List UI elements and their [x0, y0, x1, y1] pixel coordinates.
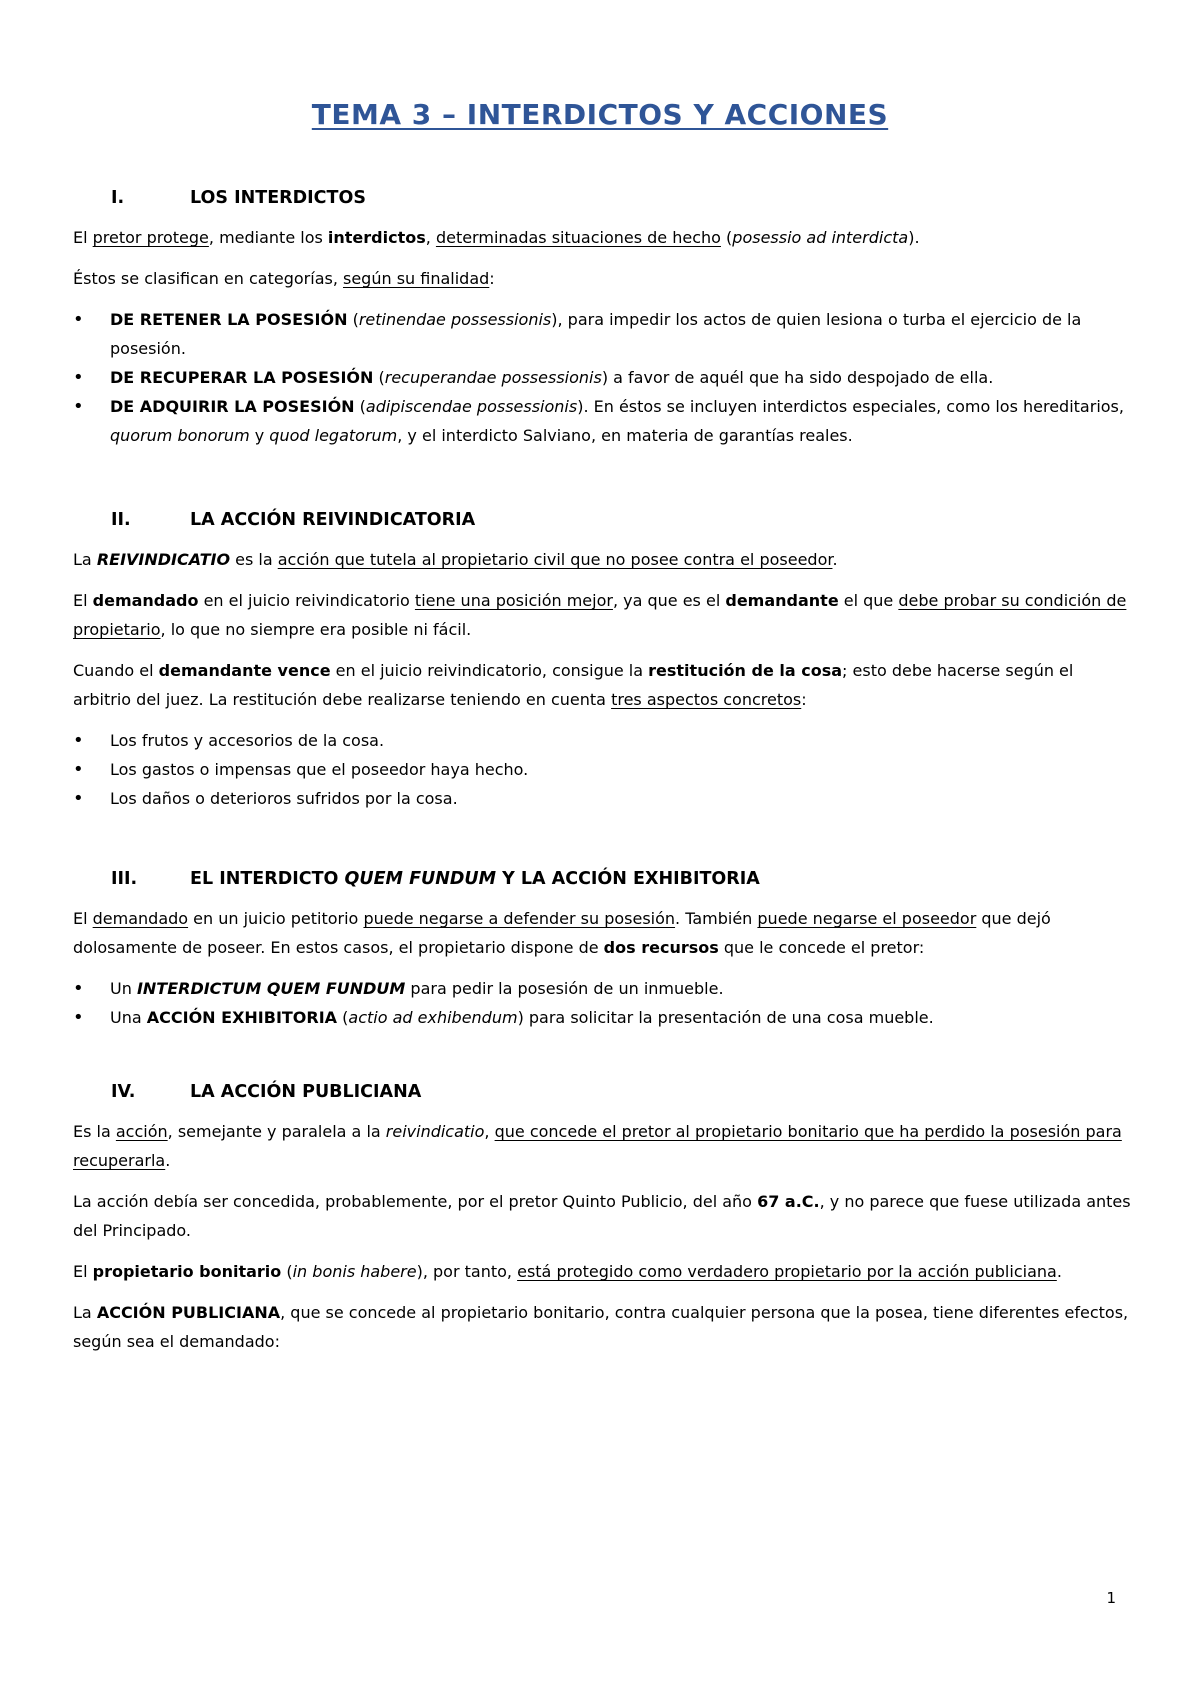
- section-title: LA ACCIÓN PUBLICIANA: [190, 1082, 422, 1102]
- list-item: • Los frutos y accesorios de la cosa.: [73, 726, 1133, 755]
- bold-text: ACCIÓN EXHIBITORIA: [146, 1008, 338, 1027]
- text: . También: [675, 909, 758, 928]
- underlined-text: pretor protege: [92, 228, 209, 247]
- italic-text: adipiscendae possessionis: [365, 397, 578, 416]
- paragraph: [73, 223, 1133, 252]
- underlined-text: debe probar su condición de propietario: [73, 591, 1127, 639]
- bold-text: DE ADQUIRIR LA POSESIÓN: [110, 397, 355, 416]
- underlined-text: tiene una posición mejor: [414, 591, 613, 610]
- underlined-text: acción que tutela al propietario civil que no posee contra el poseedor: [277, 550, 833, 569]
- text: que dejó dolosamente de poseer. En estos casos, el propietario dispone de: [73, 909, 1051, 957]
- text: El: [73, 591, 93, 610]
- text: .: [1056, 1262, 1062, 1281]
- text: en un juicio petitorio: [188, 909, 364, 928]
- text: el que: [838, 591, 899, 610]
- text: La acción debía ser concedida, probablemente, por el pretor Quinto Publicio, del año: [73, 1192, 758, 1211]
- text: para pedir la posesión de un inmueble.: [405, 979, 724, 998]
- text: ). En éstos se incluyen interdictos especiales, como los hereditarios,: [577, 397, 1124, 416]
- text: Es la: [73, 1122, 116, 1141]
- paragraph: [73, 656, 1133, 714]
- text: El: [73, 228, 93, 247]
- list-item: • Los gastos o impensas que el poseedor haya hecho.: [73, 755, 1133, 784]
- bold-italic-text: REIVINDICATIO: [96, 550, 231, 569]
- paragraph: [73, 1257, 1133, 1286]
- text: El: [73, 1262, 93, 1281]
- text: ), para impedir los actos de quien lesiona o turba el ejercicio de la posesión.: [110, 310, 1082, 358]
- section-title: [190, 865, 760, 894]
- italic-text: recuperandae possessionis: [384, 368, 602, 387]
- text: , semejante y paralela a la: [167, 1122, 386, 1141]
- paragraph: [73, 586, 1133, 644]
- section-title: LOS INTERDICTOS: [190, 188, 366, 208]
- list-item: [73, 305, 1133, 363]
- bold-text: restitución de la cosa: [648, 661, 843, 680]
- underlined-text: determinadas situaciones de hecho: [435, 228, 721, 247]
- underlined-text: tres aspectos concretos: [611, 690, 802, 709]
- text: ).: [908, 228, 920, 247]
- text: es la: [230, 550, 278, 569]
- bold-text: dos recursos: [603, 938, 719, 957]
- text: (: [337, 1008, 349, 1027]
- text: :: [801, 690, 807, 709]
- text: (: [373, 368, 385, 387]
- paragraph: [73, 545, 1133, 574]
- section-number: I.: [111, 188, 125, 208]
- text: ,: [425, 228, 436, 247]
- text: , ya que es el: [612, 591, 726, 610]
- text: Cuando el: [73, 661, 159, 680]
- underlined-text: según su finalidad: [343, 269, 490, 288]
- text: ,: [484, 1122, 495, 1141]
- section-heading-reivindicatoria: [73, 506, 1133, 535]
- text: , que se concede al propietario bonitario, contra cualquier persona que la posea, tiene diferentes efectos, según sea el demandado:: [73, 1303, 1129, 1351]
- underlined-text: acción: [115, 1122, 168, 1141]
- text: Una: [110, 1008, 147, 1027]
- underlined-text: puede negarse a defender su posesión: [363, 909, 676, 928]
- text: (: [720, 228, 733, 247]
- page-number: 1: [1106, 1589, 1116, 1607]
- text: ) a favor de aquél que ha sido despojado de ella.: [601, 368, 994, 387]
- italic-text: QUEM FUNDUM: [344, 869, 497, 889]
- paragraph: [73, 264, 1133, 293]
- text: .: [165, 1151, 171, 1170]
- list-item: • Los daños o deterioros sufridos por la cosa.: [73, 784, 1133, 813]
- text: , mediante los: [208, 228, 328, 247]
- text: , y el interdicto Salviano, en materia de garantías reales.: [397, 426, 853, 445]
- paragraph: [73, 1117, 1133, 1175]
- underlined-text: que concede el pretor al propietario bonitario que ha perdido la posesión para recuperarla: [73, 1122, 1122, 1170]
- paragraph: [73, 1187, 1133, 1245]
- underlined-text: está protegido como verdadero propietario por la acción publiciana: [517, 1262, 1057, 1281]
- bold-text: demandante: [725, 591, 839, 610]
- italic-text: posessio ad interdicta: [732, 228, 909, 247]
- document-body: [73, 184, 1133, 1368]
- italic-text: retinendae possessionis: [358, 310, 552, 329]
- section-title: LA ACCIÓN REIVINDICATORIA: [190, 510, 476, 530]
- page-title: TEMA 3 – INTERDICTOS Y ACCIONES: [311, 98, 889, 131]
- text: ), por tanto,: [416, 1262, 518, 1281]
- section-heading-quem-fundum: [73, 865, 1133, 894]
- text: ; esto debe hacerse según el arbitrio del juez. La restitución debe realizarse teniendo en cuenta: [73, 661, 1074, 709]
- section-number: II.: [111, 510, 131, 530]
- bold-italic-text: INTERDICTUM QUEM FUNDUM: [136, 979, 406, 998]
- text: .: [832, 550, 838, 569]
- italic-text: quorum bonorum: [110, 426, 250, 445]
- text: La: [73, 550, 97, 569]
- bold-text: demandado: [92, 591, 199, 610]
- text: (: [281, 1262, 293, 1281]
- text: Un: [110, 979, 137, 998]
- list-item: [73, 392, 1133, 450]
- list-item: [73, 1003, 1133, 1032]
- paragraph: [73, 1298, 1133, 1356]
- text: en el juicio reivindicatorio: [198, 591, 415, 610]
- text: Y LA ACCIÓN EXHIBITORIA: [496, 869, 760, 889]
- underlined-text: puede negarse el poseedor: [757, 909, 977, 928]
- italic-text: in bonis habere: [292, 1262, 417, 1281]
- text: , y no parece que fuese utilizada antes del Principado.: [73, 1192, 1131, 1240]
- list-item: [73, 363, 1133, 392]
- text: , lo que no siempre era posible ni fácil.: [160, 620, 472, 639]
- paragraph: [73, 904, 1133, 962]
- underlined-text: demandado: [92, 909, 189, 928]
- text: Éstos se clasifican en categorías,: [73, 269, 343, 288]
- bold-text: 67 a.C.: [757, 1192, 820, 1211]
- text: y: [249, 426, 270, 445]
- list-item: [73, 974, 1133, 1003]
- bold-text: propietario bonitario: [92, 1262, 282, 1281]
- italic-text: quod legatorum: [269, 426, 398, 445]
- bullet-list: [73, 726, 1133, 813]
- section-number: IV.: [111, 1082, 136, 1102]
- text: El: [73, 909, 93, 928]
- text: :: [489, 269, 495, 288]
- bold-text: ACCIÓN PUBLICIANA: [96, 1303, 281, 1322]
- text: que le concede el pretor:: [718, 938, 925, 957]
- text: (: [354, 397, 366, 416]
- bold-text: DE RETENER LA POSESIÓN: [110, 310, 348, 329]
- section-number: III.: [111, 869, 138, 889]
- bullet-list: [73, 974, 1133, 1032]
- bold-text: demandante vence: [158, 661, 331, 680]
- text: EL INTERDICTO: [190, 869, 345, 889]
- bold-text: interdictos: [327, 228, 426, 247]
- text: (: [347, 310, 359, 329]
- bullet-list: [73, 305, 1133, 450]
- italic-text: reivindicatio: [385, 1122, 485, 1141]
- text: La: [73, 1303, 97, 1322]
- section-heading-publiciana: [73, 1078, 1133, 1107]
- italic-text: actio ad exhibendum: [348, 1008, 518, 1027]
- text: en el juicio reivindicatorio, consigue la: [330, 661, 649, 680]
- bold-text: DE RECUPERAR LA POSESIÓN: [110, 368, 374, 387]
- section-heading-interdictos: [73, 184, 1133, 213]
- text: ) para solicitar la presentación de una cosa mueble.: [517, 1008, 934, 1027]
